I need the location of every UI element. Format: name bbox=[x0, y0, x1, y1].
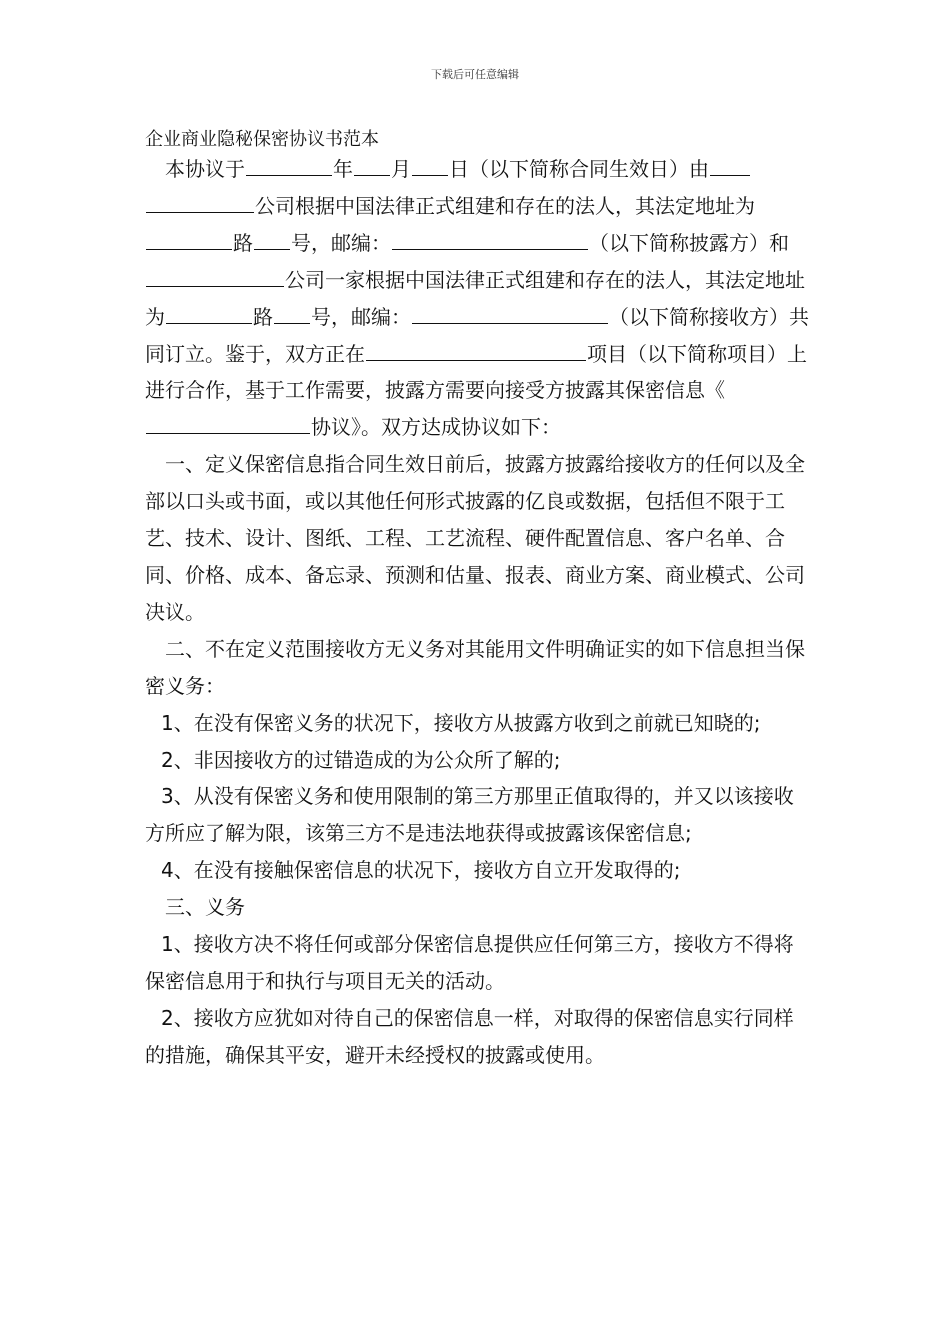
intro-text: 年 bbox=[333, 157, 353, 181]
intro-text: （以下简称披露方）和 bbox=[589, 230, 789, 255]
section-3-heading: 三、义务 bbox=[165, 895, 245, 920]
blank-line bbox=[146, 192, 254, 213]
intro-text: 月 bbox=[391, 157, 411, 181]
blank-line bbox=[392, 229, 588, 250]
intro-text: 公司根据中国法律正式组建和存在的法人，其法定地址为 bbox=[255, 193, 755, 218]
intro-text: 路 bbox=[253, 304, 273, 329]
section-2-heading: 二、不在定义范围接收方无义务对其能用文件明确证实的如下信息担当保密义务： bbox=[145, 636, 805, 698]
document-body bbox=[145, 151, 809, 1074]
section-2-item: 4、在没有接触保密信息的状况下，接收方自立开发取得的; bbox=[161, 858, 681, 883]
section-1-definition: 一、定义保密信息指合同生效日前后，披露方披露给接收方的任何以及全部以口头或书面，或以其他任何形式披露的亿良或数据，包括但不限于工艺、技术、设计、图纸、工程、工艺流程、硬件配置信息、客户名单、合同、价格、成本、备忘录、预测和估量、报表、商业方案、商业模式、公司决议。 bbox=[145, 452, 805, 624]
blank-line bbox=[166, 303, 252, 324]
intro-text: 路 bbox=[233, 230, 253, 255]
intro-text: 本协议于 bbox=[165, 157, 245, 181]
blank-line bbox=[412, 155, 448, 176]
intro-text: 项目（以下简称项目）上进行合作，基于工作需要，披露方需要向接受方披露其保密信息《 bbox=[145, 341, 807, 403]
intro-text: 协议》。双方达成协议如下： bbox=[311, 415, 561, 440]
blank-line bbox=[146, 413, 310, 434]
intro-text: 号，邮编： bbox=[291, 230, 391, 255]
blank-line bbox=[274, 303, 310, 324]
intro-text: 号，邮编： bbox=[311, 304, 411, 329]
section-2-item: 1、在没有保密义务的状况下，接收方从披露方收到之前就已知晓的; bbox=[161, 710, 761, 735]
blank-line bbox=[412, 303, 608, 324]
section-2-item: 2、非因接收方的过错造成的为公众所了解的; bbox=[161, 747, 561, 772]
section-2-item: 3、从没有保密义务和使用限制的第三方那里正值取得的，并又以该接收方所应了解为限，该第三方不是违法地获得或披露该保密信息; bbox=[145, 784, 794, 846]
section-3-item: 2、接收方应犹如对待自己的保密信息一样，对取得的保密信息实行同样的措施，确保其平安，避开未经授权的披露或使用。 bbox=[145, 1005, 794, 1067]
blank-line bbox=[146, 229, 232, 250]
blank-line bbox=[354, 155, 390, 176]
blank-line bbox=[146, 266, 284, 287]
blank-line bbox=[246, 155, 332, 176]
intro-text: （以下简称接收方）共同订立。鉴于，双方正在 bbox=[145, 304, 809, 366]
intro-paragraph bbox=[145, 151, 809, 446]
page-header: 下载后可任意编辑 bbox=[431, 68, 519, 81]
blank-line bbox=[254, 229, 290, 250]
blank-line bbox=[366, 340, 586, 361]
intro-text: 公司一家根据中国法律正式组建和存在的法人，其法定地址为 bbox=[145, 267, 805, 329]
document-title: 企业商业隐秘保密协议书范本 bbox=[145, 129, 379, 150]
intro-text: 日（以下简称合同生效日）由 bbox=[449, 157, 709, 181]
blank-line bbox=[710, 155, 750, 176]
section-3-item: 1、接收方决不将任何或部分保密信息提供应任何第三方，接收方不得将保密信息用于和执行与项目无关的活动。 bbox=[145, 932, 794, 993]
